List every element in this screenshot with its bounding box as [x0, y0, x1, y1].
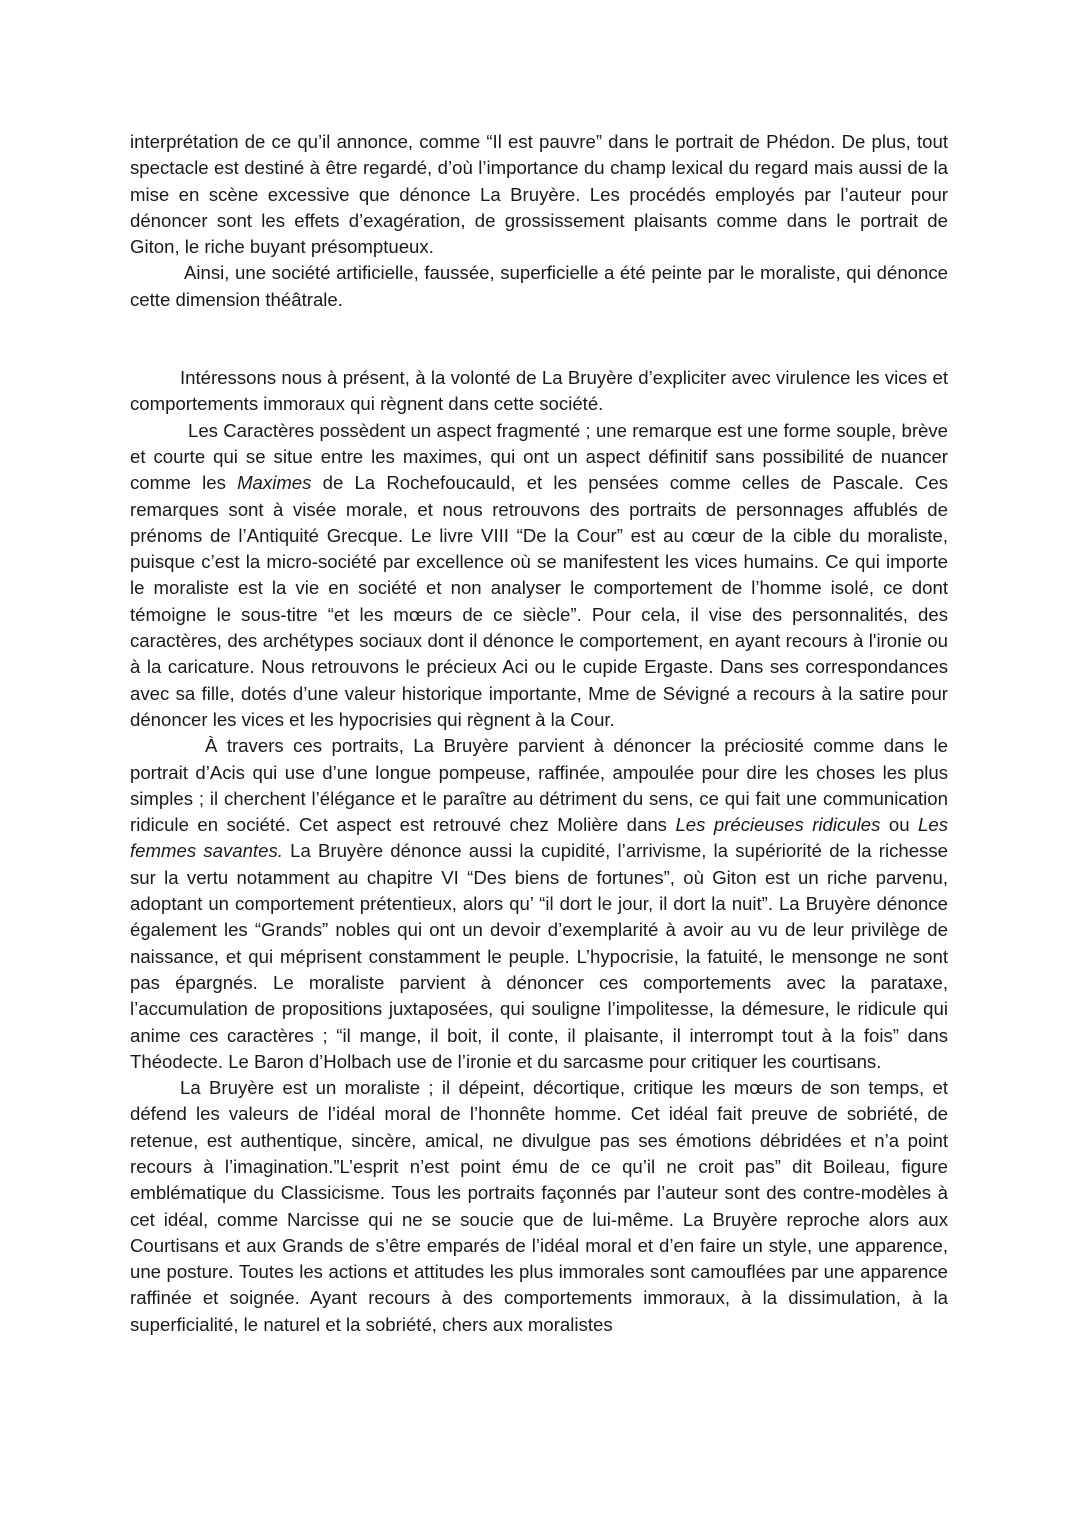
paragraph — [130, 733, 948, 1075]
section-gap — [130, 313, 948, 365]
italic-title-text: Les femmes savantes. — [130, 814, 948, 862]
paragraph — [130, 418, 948, 734]
document-page — [130, 129, 948, 1338]
paragraph-text: Intéressons nous à présent, à la volonté de La Bruyère d’expliciter avec virulence les vices et comportements immoraux qui règnent dans cette société. — [130, 367, 948, 415]
paragraph — [130, 129, 948, 260]
paragraph-text: À travers ces portraits, La Bruyère parvient à dénoncer la préciosité comme dans le portrait d’Acis qui use d’une longue pompeuse, raffinée, ampoulée pour dire les choses les plus simples ; il cherchent l’élégance et le paraître au détriment du sens, ce qui fait une communication ridicule en société. Cet aspect est retrouvé chez Molière dans — [130, 735, 948, 836]
paragraph-text: Ainsi, une société artificielle, faussée, superficielle a été peinte par le moraliste, qui dénonce cette dimension théâtrale. — [130, 262, 948, 310]
paragraph-text: La Bruyère est un moraliste ; il dépeint, décortique, critique les mœurs de son temps, et défend les valeurs de l’idéal moral de l’honnête homme. Cet idéal fait preuve de sobriété, de retenue, est authentique, sincère, amical, ne divulgue pas ses émotions débridées et n’a point recours à l’imagination.”L’esprit n’est point ému de ce qu’il ne croit pas” dit Boileau, figure emblématique du Classicisme. Tous les portraits façonnés par l’auteur sont des contre-modèles à cet idéal, comme Narcisse qui ne se soucie que de lui-même. La Bruyère reproche alors aux Courtisans et aux Grands de s’être emparés de l’idéal moral et d’en faire un style, une apparence, une posture. Toutes les actions et attitudes les plus immorales sont camouflées par une apparence raffinée et soignée. Ayant recours à des comportements immoraux, à la dissimulation, à la superficialité, le naturel et la sobriété, chers aux moralistes — [130, 1077, 948, 1335]
paragraph-text: de La Rochefoucauld, et les pensées comme celles de Pascale. Ces remarques sont à visée morale, et nous retrouvons des portraits de personnages affublés de prénoms de l’Antiquité Grecque. Le livre VIII “De la Cour” est au cœur de la cible du moraliste, puisque c’est la micro-société par excellence où se manifestent les vices humains. Ce qui importe le moraliste est la vie en société et non analyser le comportement de l’homme isolé, ce dont témoigne le sous-titre “et les mœurs de ce siècle”. Pour cela, il vise des personnalités, des caractères, des archétypes sociaux dont il dénonce le comportement, en ayant recours à l'ironie ou à la caricature. Nous retrouvons le précieux Aci ou le cupide Ergaste. Dans ses correspondances avec sa fille, dotés d’une valeur historique importante, Mme de Sévigné a recours à la satire pour dénoncer les vices et les hypocrisies qui règnent à la Cour. — [130, 472, 948, 730]
paragraph-text: ou — [880, 814, 919, 836]
paragraph-text: Les Caractères possèdent un aspect fragmenté ; une remarque est une forme souple, brève et courte qui se situe entre les maximes, qui ont un aspect définitif sans possibilité de nuancer comme les — [130, 419, 948, 494]
italic-title-text: Maximes — [237, 472, 312, 494]
paragraph-text: interprétation de ce qu’il annonce, comme “Il est pauvre” dans le portrait de Phédon. De plus, tout spectacle est destiné à être regardé, d’où l’importance du champ lexical du regard mais aussi de la mise en scène excessive que dénonce La Bruyère. Les procédés employés par l’auteur pour dénoncer sont les effets d’exagération, de grossissement plaisants comme dans le portrait de Giton, le riche buyant présomptueux. — [130, 131, 948, 258]
paragraph — [130, 260, 948, 313]
paragraph — [130, 1075, 948, 1338]
italic-title-text: Les précieuses ridicules — [675, 814, 881, 836]
paragraph — [130, 365, 948, 418]
paragraph-text: La Bruyère dénonce aussi la cupidité, l’arrivisme, la supériorité de la richesse sur la vertu notamment au chapitre VI “Des biens de fortunes”, où Giton est un riche parvenu, adoptant un comportement prétentieux, alors qu’ “il dort le jour, il dort la nuit”. La Bruyère dénonce également les “Grands” nobles qui ont un devoir d’exemplarité à avoir au vu de leur privilège de naissance, et qui méprisent constamment le peuple. L’hypocrisie, la fatuité, le mensonge ne sont pas épargnés. Le moraliste parvient à dénoncer ces comportements avec la parataxe, l’accumulation de propositions juxtaposées, qui souligne l’impolitesse, la démesure, le ridicule qui anime ces caractères ; “il mange, il boit, il conte, il plaisante, il interrompt tout à la fois” dans Théodecte. Le Baron d’Holbach use de l’ironie et du sarcasme pour critiquer les courtisans. — [130, 840, 948, 1072]
